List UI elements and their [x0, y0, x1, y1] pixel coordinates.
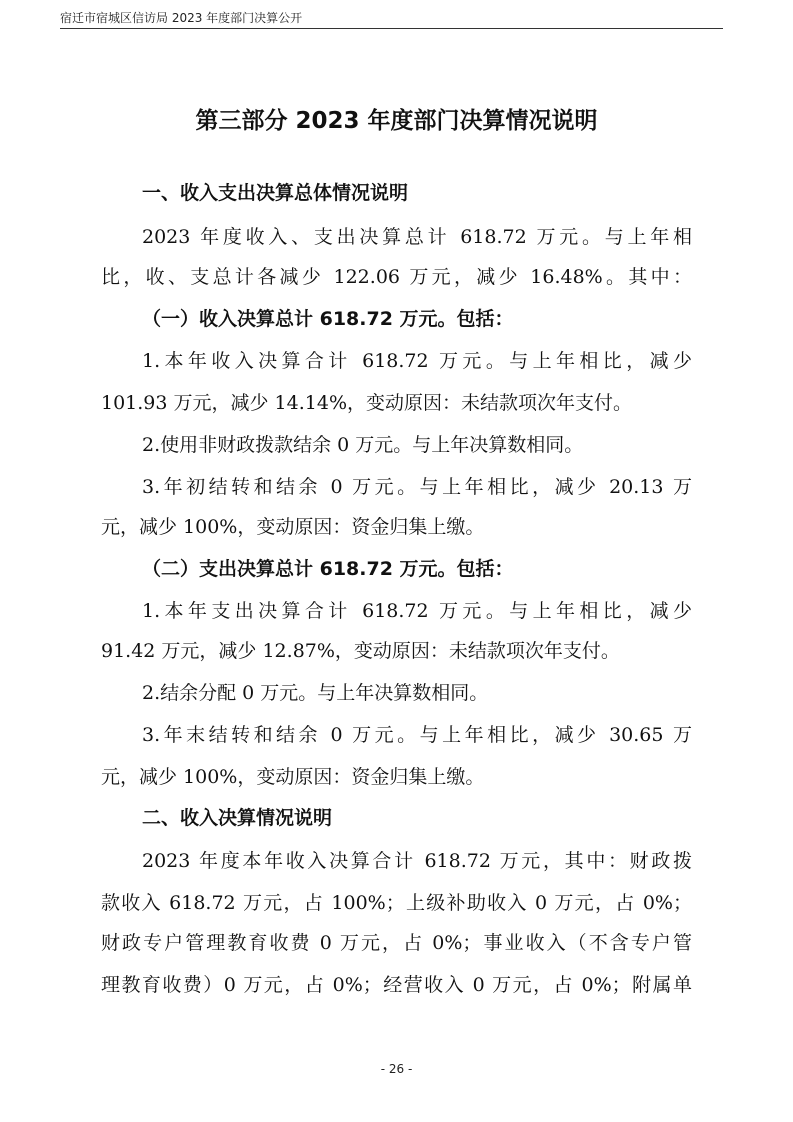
- paragraph-line: 元，减少 100%，变动原因：资金归集上缴。: [101, 516, 485, 538]
- header-divider: [60, 28, 723, 29]
- page-title: 第三部分 2023 年度部门决算情况说明: [195, 108, 598, 134]
- section-heading-2: 二、收入决算情况说明: [142, 807, 333, 829]
- section-heading-1: 一、收入支出决算总体情况说明: [142, 182, 409, 204]
- paragraph-line: 91.42 万元，减少 12.87%，变动原因：未结款项次年支付。: [101, 640, 620, 662]
- paragraph-line: 款收入 618.72 万元，占 100%；上级补助收入 0 万元，占 0%；: [101, 892, 692, 914]
- paragraph-line: 财政专户管理教育收费 0 万元，占 0%；事业收入（不含专户管: [101, 932, 692, 954]
- paragraph-line: 101.93 万元，减少 14.14%，变动原因：未结款项次年支付。: [101, 392, 633, 414]
- running-header: 宿迁市宿城区信访局 2023 年度部门决算公开: [60, 11, 303, 25]
- paragraph-line: 3.年末结转和结余 0 万元。与上年相比，减少 30.65 万: [142, 724, 692, 746]
- paragraph-line: 2.结余分配 0 万元。与上年决算数相同。: [142, 682, 489, 704]
- page-number: - 26 -: [380, 1062, 413, 1076]
- paragraph-line: 2023 年度本年收入决算合计 618.72 万元，其中：财政拨: [142, 850, 692, 872]
- paragraph-line: 1.本年支出决算合计 618.72 万元。与上年相比，减少: [142, 600, 692, 622]
- paragraph-line: 1.本年收入决算合计 618.72 万元。与上年相比，减少: [142, 350, 692, 372]
- paragraph-line: 2.使用非财政拨款结余 0 万元。与上年决算数相同。: [142, 434, 584, 456]
- subsection-heading-expenditure: （二）支出决算总计 618.72 万元。包括：: [142, 558, 514, 580]
- subsection-heading-income: （一）收入决算总计 618.72 万元。包括：: [142, 308, 514, 330]
- paragraph-line: 3.年初结转和结余 0 万元。与上年相比，减少 20.13 万: [142, 476, 692, 498]
- paragraph-line: 比，收、支总计各减少 122.06 万元，减少 16.48%。其中：: [101, 266, 692, 288]
- paragraph-line: 元，减少 100%，变动原因：资金归集上缴。: [101, 766, 485, 788]
- paragraph-line: 理教育收费）0 万元，占 0%；经营收入 0 万元，占 0%；附属单: [101, 974, 692, 996]
- paragraph-line: 2023 年度收入、支出决算总计 618.72 万元。与上年相: [142, 226, 692, 248]
